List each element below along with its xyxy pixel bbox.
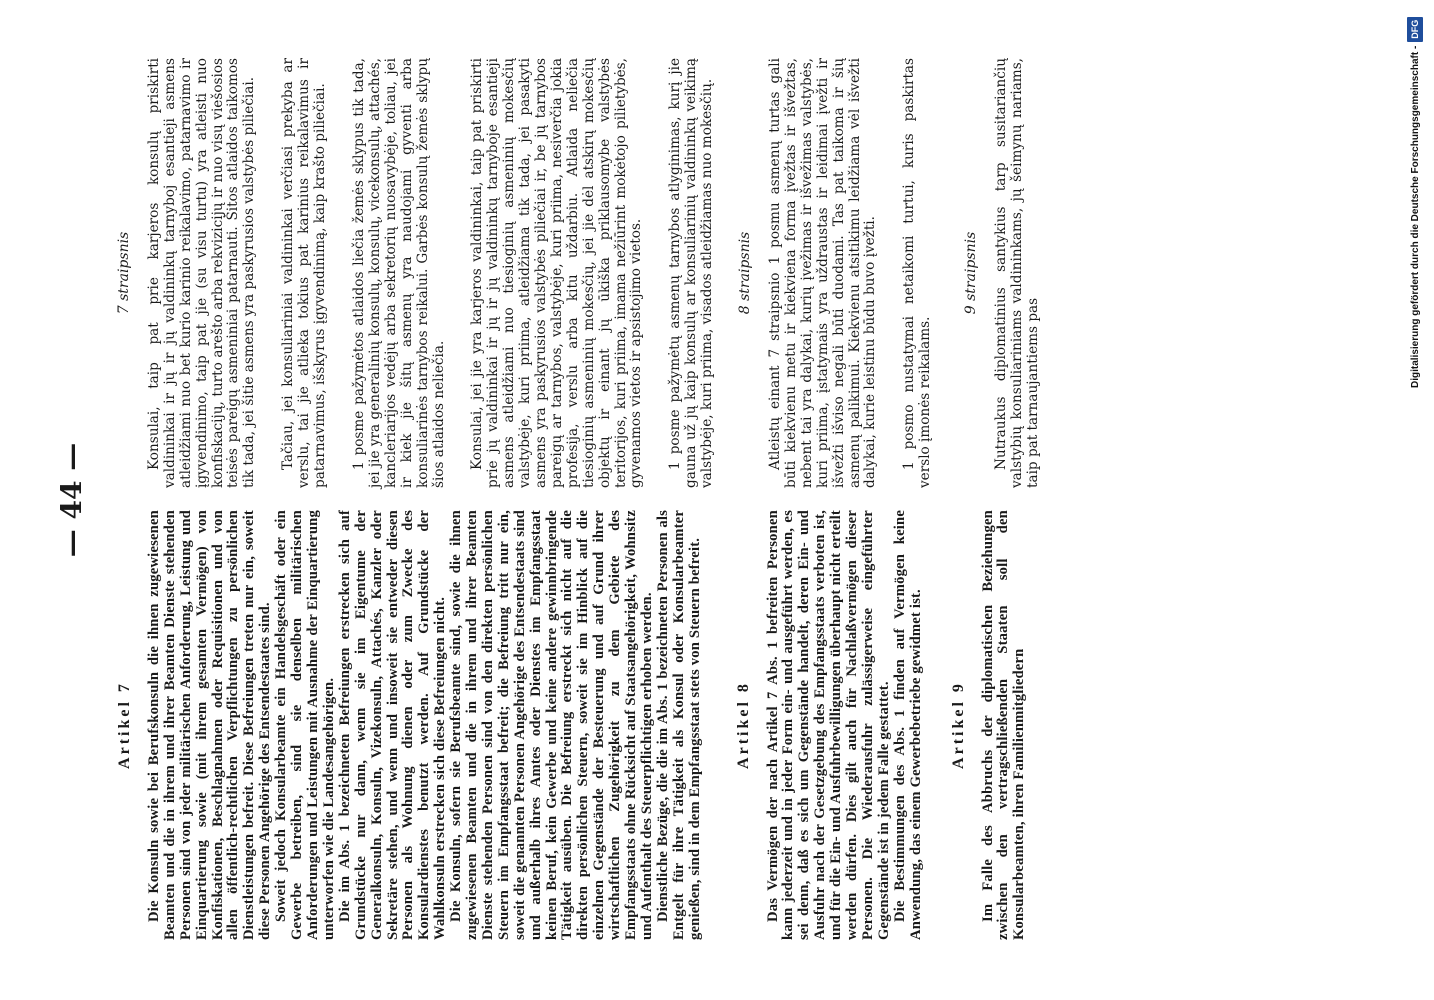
lithuanian-article-8-heading: 8 straipsnis (737, 231, 754, 315)
lithuanian-article-7-paragraph: Tačiau, jei konsuliariniai valdininkai verčiasi prekyba ar verslu, tai jie atlieka tokius pat karinius reikalavimus ir patarnavimus, išskyrus įgyvendinimą, kaip krašto piliečiai. (280, 58, 329, 488)
german-article-7-paragraph: Die Konsuln, sofern sie Berufsbeamte sind, sowie die ihnen zugewiesenen Beamten und die in ihrem und ihrer Beamten Dienste stehenden Personen sind von den direkten persönlichen Steuern im Empfangsstaat befreit; die Befreiung tritt nur ein, soweit die genannten Personen Angehörige des Entsendestaats sind und außerhalb ihres Amtes oder Dienstes im Empfangsstaat keinen Beruf, kein Gewerbe und keine andere gewinnbringende Tätigkeit ausüben. Die Befreiung erstreckt sich nicht auf die direkten persönlichen Steuern, soweit sie im Hinblick auf die einzelnen Gegenstände der Besteuerung und auf Grund ihrer wirtschaftlichen Zugehörigkeit zu dem Gebiete des Empfangsstaats ohne Rücksicht auf Staatsangehörigkeit, Wohnsitz und Aufenthalt des Steuerpflichtigen erhoben werden. (448, 510, 655, 940)
rotated-document-page (55, 60, 1365, 940)
german-article-7-paragraph: Die Konsuln sowie bei Berufskonsuln die ihnen zugewiesenen Beamten und die in ihrem und ihrer Beamten Dienste stehenden Personen sind von jeder militärischen Anforderung, Leistung und Einquartierung sowie (mit ihrem gesamten Vermögen) von Konfiskationen, Beschlagnahmen oder Requisitionen und von allen öffentlich-rechtlichen Verpflichtungen zu persönlichen Dienstleistungen befreit. Diese Befreiungen treten nur ein, soweit diese Personen Angehörige des Entsendestaates sind. (145, 510, 274, 940)
lithuanian-article-7-paragraph: 1 posme pažymėtų asmenų tarnybos atlyginimas, kurį jie gauna už jų kaip konsulų ar konsuliarinių valdininkų veikimą valstybėje, kuri priima, visados atleidžiamas nuo mokesčių. (667, 58, 716, 488)
german-article-7-heading: Artikel 7 (116, 681, 133, 769)
dfg-logo: DFG (1407, 17, 1423, 42)
lithuanian-article-9-paragraph: Nutraukus diplomatinius santykius tarp susitariančių valstybių konsuliariniams valdininkams, jų šeimynų nariams, taip pat tarnaujantiems pas (993, 58, 1041, 488)
german-article-7-paragraph: Dienstliche Bezüge, die die im Abs. 1 bezeichneten Personen als Entgelt für ihre Tätigkeit als Konsul oder Konsularbeamter genießen, sind in dem Empfangsstaat stets von Steuern befreit. (654, 510, 703, 940)
page-number: — 44 — (55, 442, 88, 558)
digitization-credit (1403, 8, 1427, 388)
german-article-8-paragraph: Das Vermögen der nach Artikel 7 Abs. 1 befreiten Personen kann jederzeit und in jeder Form ein- und ausgeführt werden, es sei denn, daß es sich um Gegenstände handelt, deren Ein- und Ausfuhr nach der Gesetzgebung des Empfangsstaats verboten ist, und für die Ein- und Ausfuhrbewilligungen überhaupt nicht erteilt werden dürfen. Dies gilt auch für Nachlaßvermögen dieser Personen. Die Wiederausfuhr zulässigerweise eingeführter Gegenstände ist in jedem Falle gestattet. (764, 510, 892, 940)
lithuanian-article-9-heading: 9 straipsnis (963, 231, 980, 315)
german-article-8-paragraph: Die Bestimmungen des Abs. 1 finden auf Vermögen keine Anwendung, das einem Gewerbebetriebe gewidmet ist. (891, 510, 924, 940)
german-article-9-paragraph: Im Falle des Abbruchs der diplomatischen Beziehungen zwischen den vertragschließenden Staaten soll den Konsularbeamten, ihren Familienmitgliedern (979, 510, 1028, 940)
german-article-7-paragraph: Die im Abs. 1 bezeichneten Befreiungen erstrecken sich auf Grundstücke nur dann, wenn sie im Eigentume der Generalkonsuln, Konsuln, Vizekonsuln, Attachés, Kanzler oder Sekretäre stehen, und wenn und insoweit sie entweder diesen Personen als Wohnung dienen oder zum Zwecke des Konsulardienstes benutzt werden. Auf Grundstücke der Wahlkonsuln erstrecken sich diese Befreiungen nicht. (336, 510, 449, 940)
lithuanian-column (117, 58, 1042, 488)
german-article-7-paragraph: Soweit jedoch Konsularbeamte ein Handelsgeschäft oder ein Gewerbe betreiben, sind sie denselben militärischen Anforderungen und Leistungen mit Ausnahme der Einquartierung unterworfen wie die Landesangehörigen. (273, 510, 337, 940)
lithuanian-article-7-paragraph: Konsulai, jei jie yra karjeros valdininkai, taip pat priskirti prie jų valdininkai ir jų ir jų valdininkų tarnyboje esantieji asmens atleidžiami nuo tiesioginių asmeninių mokesčių valstybėje, kuri priima, atleidžiama tik tada, jei pasakyti asmens yra paskyrusios valstybės piliečiai ir, be jų tarnybos pareigų ar tarnybos, valstybėje, kuri priima, nesiverčia jokia profesija, verslu arba kitu uždarbiu. Atlaida neliečia tiesioginių asmeninių mokesčių, jei jie dėl atskirų mokesčių objektų ir einant jų ūkiška priklausomybe valstybės teritorijos, kuri priima, imama nežiūrint mokėtojo pilietybės, gyvenamos vietos ir apsistojimo vietos. (469, 58, 645, 488)
german-article-8-heading: Artikel 8 (734, 681, 752, 769)
credit-text: Digitalisierung gefördert durch die Deutsche Forschungsgemeinschaft - (1410, 45, 1421, 388)
german-article-9-heading: Artikel 9 (949, 681, 967, 769)
german-column (117, 510, 1028, 940)
lithuanian-article-7-paragraph: 1 posme pažymėtos atlaidos liečia žemės sklypus tik tada, jei jie yra generalinių konsulų, konsulų, vicekonsulų, attachés, kancleriarijos vedėjų arba sekretorių nuosavybėje, toliau, jei ir kiek jie šitų asmenų yra naudojami gyventi arba konsuliarinės tarnybos reikalui. Garbės konsulų žemės sklypų šios atlaidos neliečia. (350, 58, 447, 488)
lithuanian-article-8-paragraph: Atleistų einant 7 straipsnio 1 posmu asmenų turtas gali būti kiekvienu metu ir kiekviena forma įvežtas ir išvežtas, nebent tai yra dalykai, kurių įvežimas ir išvežimas valstybės, kuri priima, įstatymais yra uždraustas ir leidimai įvežti ir išvežti išviso negali būti duodami. Tas pat taikoma ir šių asmenų palikimui. Kiekvienu atsitikimu leidžiama vėl išvežti dalykai, kurie leistinu būdu buvo įvežti. (767, 58, 879, 488)
lithuanian-article-7-heading: 7 straipsnis (116, 231, 132, 315)
lithuanian-article-8-paragraph: 1 posmo nustatymai netaikomi turtui, kuris paskirtas verslo įmonės reikalams. (901, 58, 934, 488)
lithuanian-article-7-paragraph: Konsulai, taip pat prie karjeros konsulų priskirti valdininkai ir jų ir jų valdininkų tarnyboj esantieji asmens atleidžiami nuo bet kurio karinio reikalavimo, patarnavimo ir įgyvendinimo, taip pat jie (su visu turtu) yra atleisti nuo konfiskacijų, turto arešto arba rekvizicijų ir nuo visų viešosios teisės pareigų asmeniniai patarnauti. Šitos atlaidos taikomos tik tada, jei šitie asmens yra paskyrusios valstybės piliečiai. (145, 58, 258, 488)
